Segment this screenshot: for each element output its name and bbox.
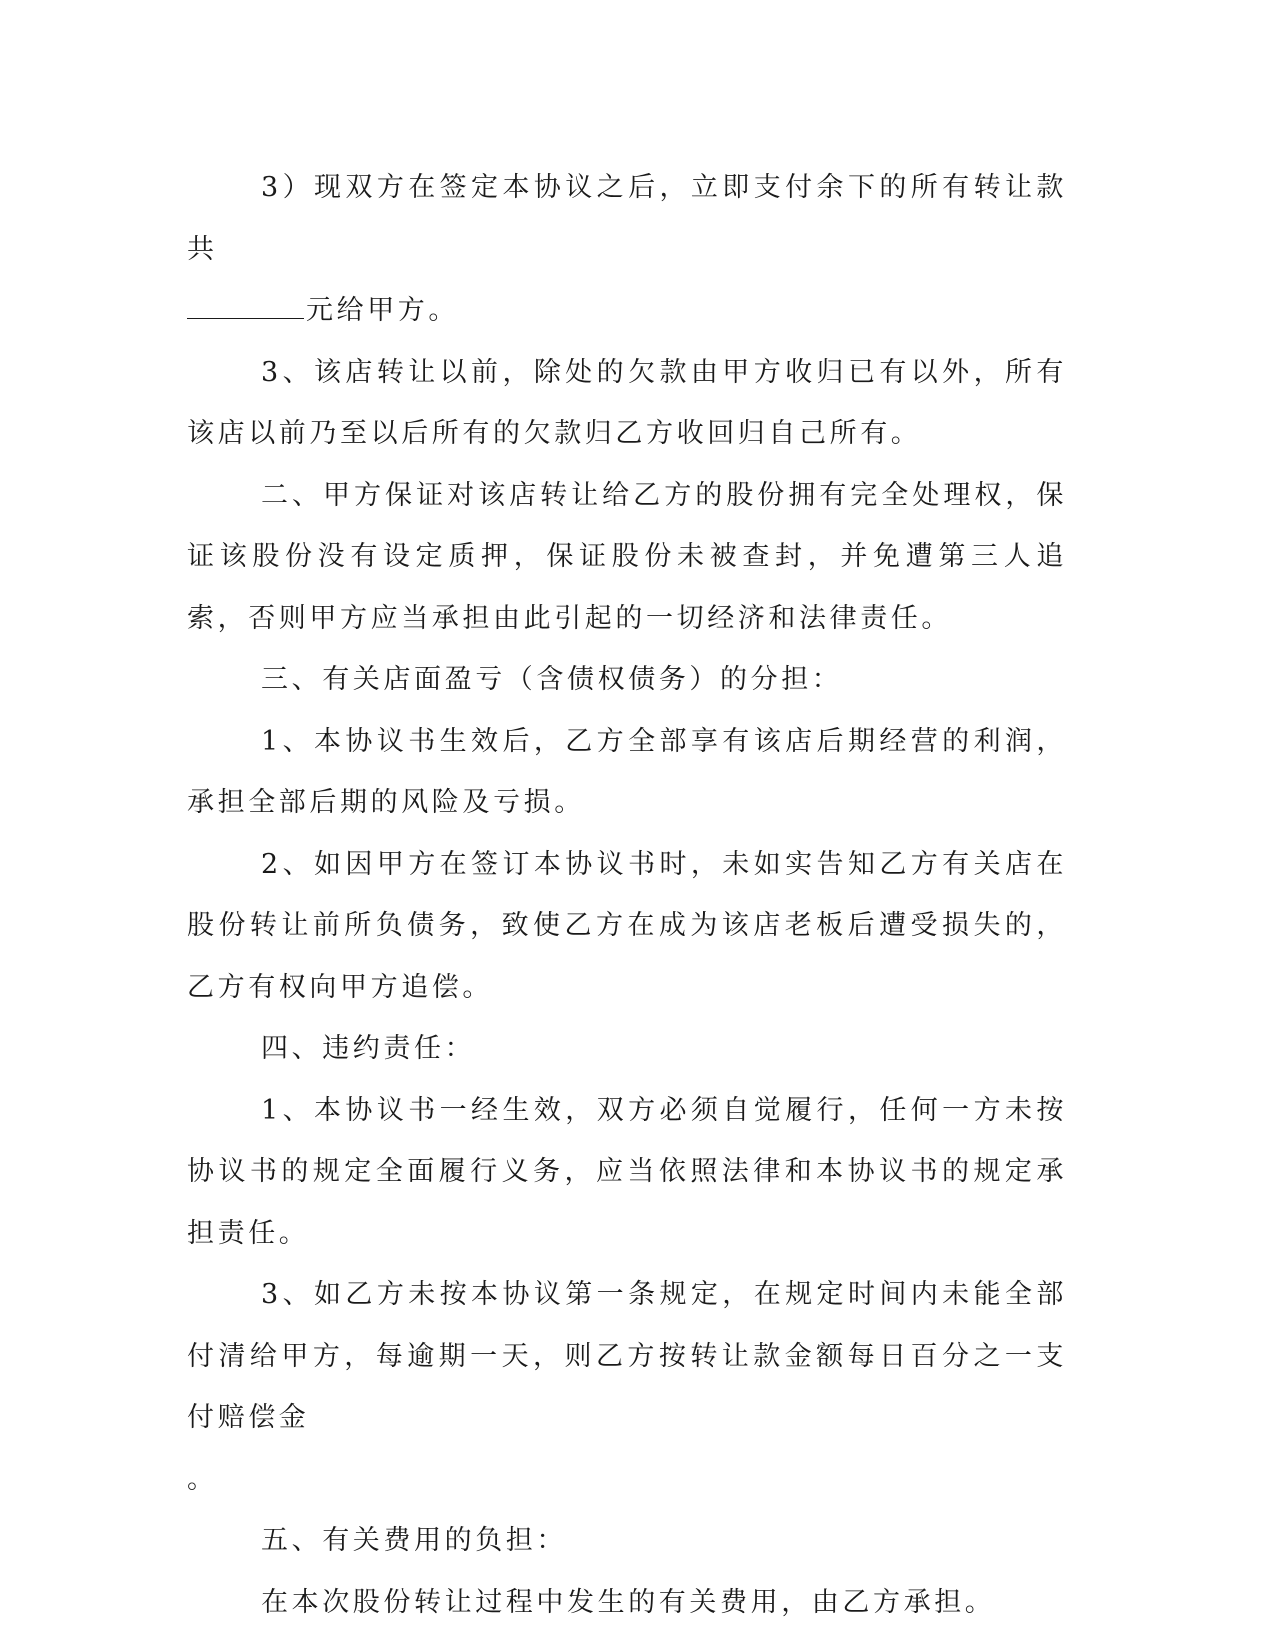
- heading-section-five: 五、有关费用的负担：: [261, 1525, 567, 1556]
- paragraph-section-five-fees: 在本次股份转让过程中发生的有关费用，由乙方承担。: [261, 1586, 996, 1618]
- paragraph-section-three-item-2: 2、如因甲方在签订本协议书时，未如实告知乙方有关店在股份转让前所负债务，致使乙方在成为该店老板后遭受损失的，乙方有权向甲方追偿。: [187, 848, 1067, 1003]
- paragraph-section-four-item-3: 3、如乙方未按本协议第一条规定，在规定时间内未能全部付清给甲方，每逾期一天，则乙方按转让款金额每日百分之一支付赔偿金: [187, 1279, 1067, 1433]
- paragraph-payment-amount: [187, 280, 1067, 342]
- paragraph-debts: 3、该店转让以前，除处的欠款由甲方收归已有以外，所有该店以前乃至以后所有的欠款归乙方收回归自己所有。: [187, 356, 1067, 449]
- paragraph-section-two: 二、甲方保证对该店转让给乙方的股份拥有完全处理权，保证该股份没有设定质押，保证股份未被查封，并免遭第三人追索，否则甲方应当承担由此引起的一切经济和法律责任。: [187, 479, 1067, 634]
- paragraph-section-four-item-1: 1、本协议书一经生效，双方必须自觉履行，任何一方未按协议书的规定全面履行义务，应当依照法律和本协议书的规定承担责任。: [187, 1094, 1067, 1249]
- paragraph-trailing-period: 。: [187, 1463, 218, 1495]
- paragraph-section-three-item-1: 1、本协议书生效后，乙方全部享有该店后期经营的利润，承担全部后期的风险及亏损。: [187, 725, 1067, 818]
- heading-section-three: 三、有关店面盈亏（含债权债务）的分担：: [261, 664, 843, 695]
- paragraph-payment-remaining: 3）现双方在签定本协议之后，立即支付余下的所有转让款共: [187, 172, 1067, 265]
- paragraph-payment-amount-text: 元给甲方。: [306, 295, 459, 326]
- heading-section-four: 四、违约责任：: [261, 1033, 476, 1064]
- amount-blank-line: [187, 296, 304, 319]
- document-body: [187, 157, 1067, 1633]
